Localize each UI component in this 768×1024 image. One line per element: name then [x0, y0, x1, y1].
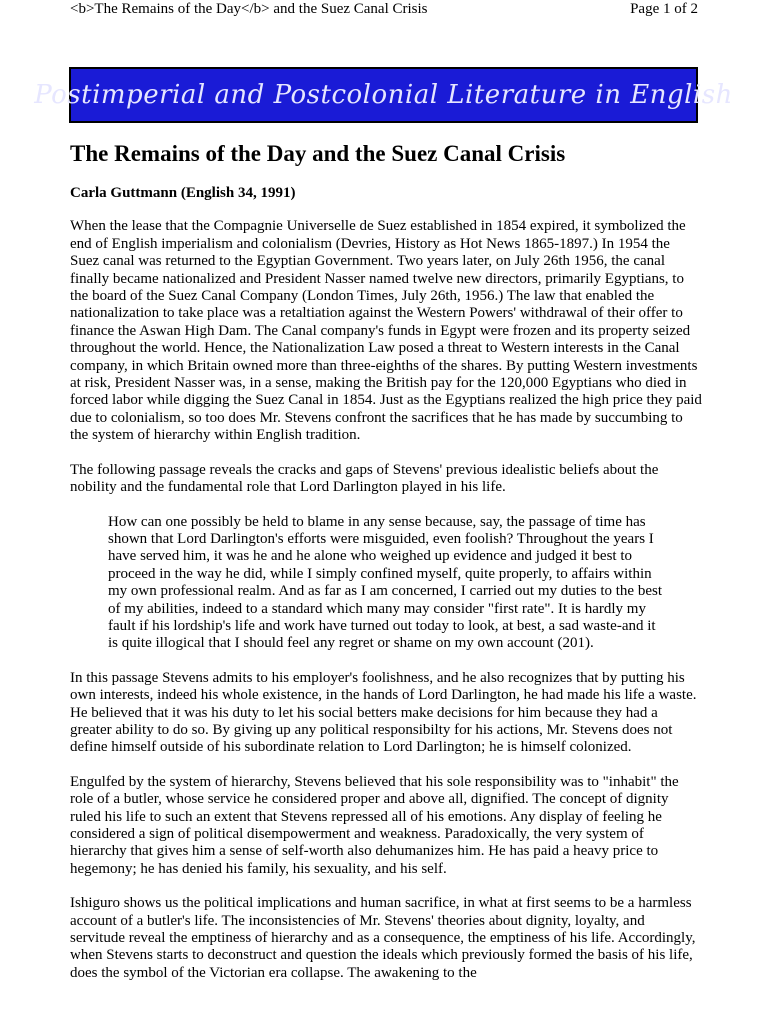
article-content — [70, 140, 702, 999]
paragraph-1: When the lease that the Compagnie Universelle de Suez established in 1854 expired, it symbolized the end of English imperialism and colonialism (Devries, History as Hot News 1865-1897.) In 1954 the Suez canal was returned to the Egyptian Government. Two years later, on July 26th 1956, the canal finally became nationalized and President Nasser named twelve new directors, primarily Egyptians, to the board of the Suez Canal Company (London Times, July 26th, 1956.) The law that enabled the nationalization to take place was a retaltiation against the Western Powers' withdrawal of their offer to finance the Aswan High Dam. The Canal company's funds in Egypt were frozen and its property seized throughout the world. Hence, the Nationalization Law posed a threat to Western interests in the Canal company, in which Britain owned more than three-eighths of the shares. By putting Western investments at risk, President Nasser was, in a sense, making the British pay for the 120,000 Egyptians who died in forced labor while digging the Suez Canal in 1854. Just as the Egyptians realized the high price they paid due to colonialism, so too does Mr. Stevens confront the sacrifices that he has made by succumbing to the system of hierarchy within English tradition. — [70, 218, 702, 444]
block-quote: How can one possibly be held to blame in any sense because, say, the passage of time has shown that Lord Darlington's efforts were misguided, even foolish? Throughout the years I have served him, it was he and he alone who weighed up evidence and judged it best to proceed in the way he did, while I simply confined myself, quite properly, to affairs within my own professional realm. And as far as I am concerned, I carried out my duties to the best of my abilities, indeed to a standard which many may consider "first rate". It is hardly my fault if his lordship's life and work have turned out today to look, at best, a sad waste-and it is quite illogical that I should feel any regret or shame on my own account (201). — [108, 513, 662, 652]
article-byline: Carla Guttmann (English 34, 1991) — [70, 185, 296, 201]
paragraph-2: The following passage reveals the cracks and gaps of Stevens' previous idealistic beliefs about the nobility and the fundamental role that Lord Darlington played in his life. — [70, 461, 659, 496]
paragraph-4: Engulfed by the system of hierarchy, Stevens believed that his sole responsibility was to "inhabit" the role of a butler, whose service he considered proper and above all, dignified. The concept of dignity ruled his life to such an extent that Stevens repressed all of his emotions. Any display of feeling he considered a sign of political disempowerment and weakness. Paradoxically, the very system of hierarchy that gives him a sense of self-worth also dehumanizes him. He has paid a heavy price to hegemony; he has denied his family, his sexuality, and his self. — [70, 773, 679, 877]
site-banner — [34, 67, 733, 123]
article-title: The Remains of the Day and the Suez Canal Crisis — [70, 141, 566, 166]
banner-title: Postimperial and Postcolonial Literature in English — [34, 80, 733, 110]
paragraph-5: Ishiguro shows us the political implications and human sacrifice, in what at first seems to be a harmless account of a butler's life. The inconsistencies of Mr. Stevens' theories about dignity, loyalty, and servitude reveal the emptiness of hierarchy and as a consequence, the emptiness of his life. Accordingly, when Stevens starts to deconstruct and question the ideals which previously formed the basis of his life, does the symbol of the Victorian era collapse. The awakening to the — [70, 895, 696, 981]
print-header — [0, 0, 768, 22]
header-document-title: <b>The Remains of the Day</b> and the Suez Canal Crisis — [70, 1, 428, 17]
paragraph-3: In this passage Stevens admits to his employer's foolishness, and he also recognizes that by putting his own interests, indeed his whole existence, in the hands of Lord Darlington, he had made his life a waste. He believed that it was his duty to let his social betters make decisions for him because they had a greater ability to do so. By giving up any political responsibilty for his actions, Mr. Stevens does not define himself outside of his subordinate relation to Lord Darlington; he is himself colonized. — [70, 669, 697, 756]
header-page-number: Page 1 of 2 — [630, 1, 698, 17]
